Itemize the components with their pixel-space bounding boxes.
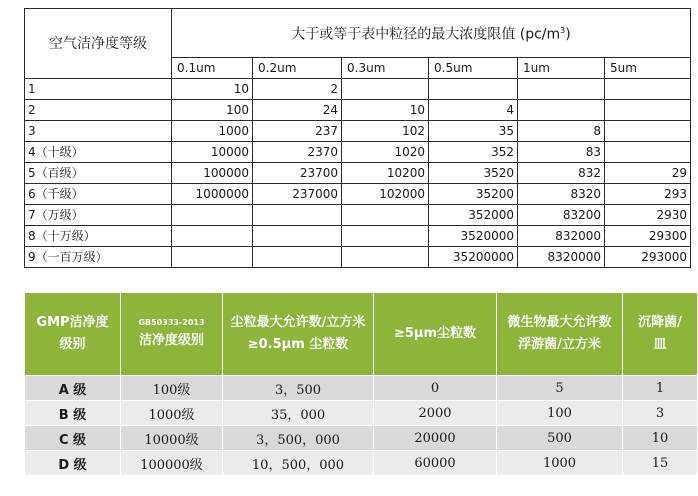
limit-cell xyxy=(605,79,691,100)
class-header: 空气洁净度等级 xyxy=(25,9,172,79)
gb-grade-header: GB50333-2013 洁净度级别 xyxy=(121,293,223,376)
limit-cell xyxy=(342,79,429,100)
limit-cell xyxy=(342,226,429,247)
limit-cell xyxy=(253,205,342,226)
limit-cell: 832 xyxy=(518,163,605,184)
cleanroom-class-body xyxy=(25,79,691,268)
class-cell: 3 xyxy=(25,121,172,142)
class-cell: 7（万级） xyxy=(25,205,172,226)
settle-cell: 1 xyxy=(623,376,698,401)
limit-cell xyxy=(172,247,253,268)
limit-cell: 10000 xyxy=(172,142,253,163)
limit-cell xyxy=(342,205,429,226)
gmp-grade-cell: B 级 xyxy=(25,401,121,426)
gb-grade-cell: 1000级 xyxy=(121,401,223,426)
settle-header: 沉降菌/ 皿 xyxy=(623,293,698,376)
limit-cell xyxy=(172,226,253,247)
limit-cell: 2930 xyxy=(605,205,691,226)
limit-cell: 8320 xyxy=(518,184,605,205)
settle-cell: 3 xyxy=(623,401,698,426)
class-cell: 5（百级） xyxy=(25,163,172,184)
dust-5-cell: 60000 xyxy=(374,451,497,476)
table-row xyxy=(25,121,691,142)
limit-cell: 102000 xyxy=(342,184,429,205)
limit-cell: 102 xyxy=(342,121,429,142)
limit-cell: 29 xyxy=(605,163,691,184)
limit-cell: 293000 xyxy=(605,247,691,268)
cleanroom-class-table xyxy=(24,8,691,268)
limit-cell xyxy=(342,247,429,268)
limit-cell: 83 xyxy=(518,142,605,163)
limit-cell xyxy=(605,121,691,142)
dust-05-cell: 10，500，000 xyxy=(223,451,374,476)
limit-cell: 10200 xyxy=(342,163,429,184)
gb-grade-cell: 10000级 xyxy=(121,426,223,451)
limit-cell xyxy=(605,100,691,121)
table-row xyxy=(25,451,698,476)
limit-cell: 3520 xyxy=(429,163,518,184)
limit-cell xyxy=(605,142,691,163)
microbe-cell: 5 xyxy=(497,376,623,401)
table-row xyxy=(25,184,691,205)
microbe-cell: 100 xyxy=(497,401,623,426)
table-row xyxy=(25,100,691,121)
particle-size-cell: 0.3um xyxy=(342,58,429,79)
limit-cell: 2370 xyxy=(253,142,342,163)
limit-cell: 35200 xyxy=(429,184,518,205)
table-row xyxy=(25,376,698,401)
dust-5-header: ≥5μm尘粒数 xyxy=(374,293,497,376)
limit-cell: 100 xyxy=(172,100,253,121)
dust-05-cell: 3，500 xyxy=(223,376,374,401)
particle-size-cell: 5um xyxy=(605,58,691,79)
particle-size-cell: 0.5um xyxy=(429,58,518,79)
class-cell: 1 xyxy=(25,79,172,100)
limit-cell: 83200 xyxy=(518,205,605,226)
limit-cell: 100000 xyxy=(172,163,253,184)
limit-cell: 237 xyxy=(253,121,342,142)
dust-05-header: 尘粒最大允许数/立方米 ≥0.5μm 尘粒数 xyxy=(223,293,374,376)
class-cell: 2 xyxy=(25,100,172,121)
gmp-grade-cell: A 级 xyxy=(25,376,121,401)
class-cell: 8（十万级） xyxy=(25,226,172,247)
limit-cell: 10 xyxy=(342,100,429,121)
limit-cell: 293 xyxy=(605,184,691,205)
table-row xyxy=(25,401,698,426)
table-row xyxy=(25,226,691,247)
dust-5-cell: 20000 xyxy=(374,426,497,451)
limit-cell: 1000000 xyxy=(172,184,253,205)
limit-cell: 8 xyxy=(518,121,605,142)
limit-cell: 352 xyxy=(429,142,518,163)
table-row xyxy=(25,79,691,100)
microbe-header: 微生物最大允许数 浮游菌/立方米 xyxy=(497,293,623,376)
dust-05-cell: 3，500，000 xyxy=(223,426,374,451)
limit-cell: 10 xyxy=(172,79,253,100)
table-row xyxy=(25,205,691,226)
limit-cell: 24 xyxy=(253,100,342,121)
table-row xyxy=(25,142,691,163)
limit-cell: 29300 xyxy=(605,226,691,247)
limit-cell: 1020 xyxy=(342,142,429,163)
limit-cell xyxy=(518,100,605,121)
limit-cell: 35200000 xyxy=(429,247,518,268)
class-cell: 4（十级） xyxy=(25,142,172,163)
dust-5-cell: 0 xyxy=(374,376,497,401)
limit-cell: 2 xyxy=(253,79,342,100)
gmp-grade-cell: D 级 xyxy=(25,451,121,476)
limit-cell xyxy=(429,79,518,100)
gmp-grade-body xyxy=(25,376,698,476)
gb-grade-cell: 100级 xyxy=(121,376,223,401)
limit-cell: 23700 xyxy=(253,163,342,184)
settle-cell: 10 xyxy=(623,426,698,451)
class-cell: 6（千级） xyxy=(25,184,172,205)
table-row xyxy=(25,426,698,451)
limit-cell: 832000 xyxy=(518,226,605,247)
gmp-grade-header: GMP洁净度 级别 xyxy=(25,293,121,376)
gmp-grade-cell: C 级 xyxy=(25,426,121,451)
particle-size-cell: 0.1um xyxy=(172,58,253,79)
gmp-grade-table xyxy=(24,292,698,475)
limit-cell: 3520000 xyxy=(429,226,518,247)
limit-cell xyxy=(172,205,253,226)
dust-05-cell: 35，000 xyxy=(223,401,374,426)
limit-cell: 1000 xyxy=(172,121,253,142)
limit-cell: 8320000 xyxy=(518,247,605,268)
limit-cell xyxy=(253,226,342,247)
table-row xyxy=(25,163,691,184)
table-row xyxy=(25,247,691,268)
limit-cell: 35 xyxy=(429,121,518,142)
limit-cell xyxy=(518,79,605,100)
microbe-cell: 1000 xyxy=(497,451,623,476)
particle-size-cell: 0.2um xyxy=(253,58,342,79)
particle-size-cell: 1um xyxy=(518,58,605,79)
limit-cell: 4 xyxy=(429,100,518,121)
microbe-cell: 500 xyxy=(497,426,623,451)
dust-5-cell: 2000 xyxy=(374,401,497,426)
class-cell: 9（一百万级） xyxy=(25,247,172,268)
limit-cell: 237000 xyxy=(253,184,342,205)
settle-cell: 15 xyxy=(623,451,698,476)
gb-grade-cell: 100000级 xyxy=(121,451,223,476)
limit-cell xyxy=(253,247,342,268)
limit-cell: 352000 xyxy=(429,205,518,226)
concentration-header: 大于或等于表中粒径的最大浓度限值 $(pc/m^3)$ xyxy=(172,9,691,58)
